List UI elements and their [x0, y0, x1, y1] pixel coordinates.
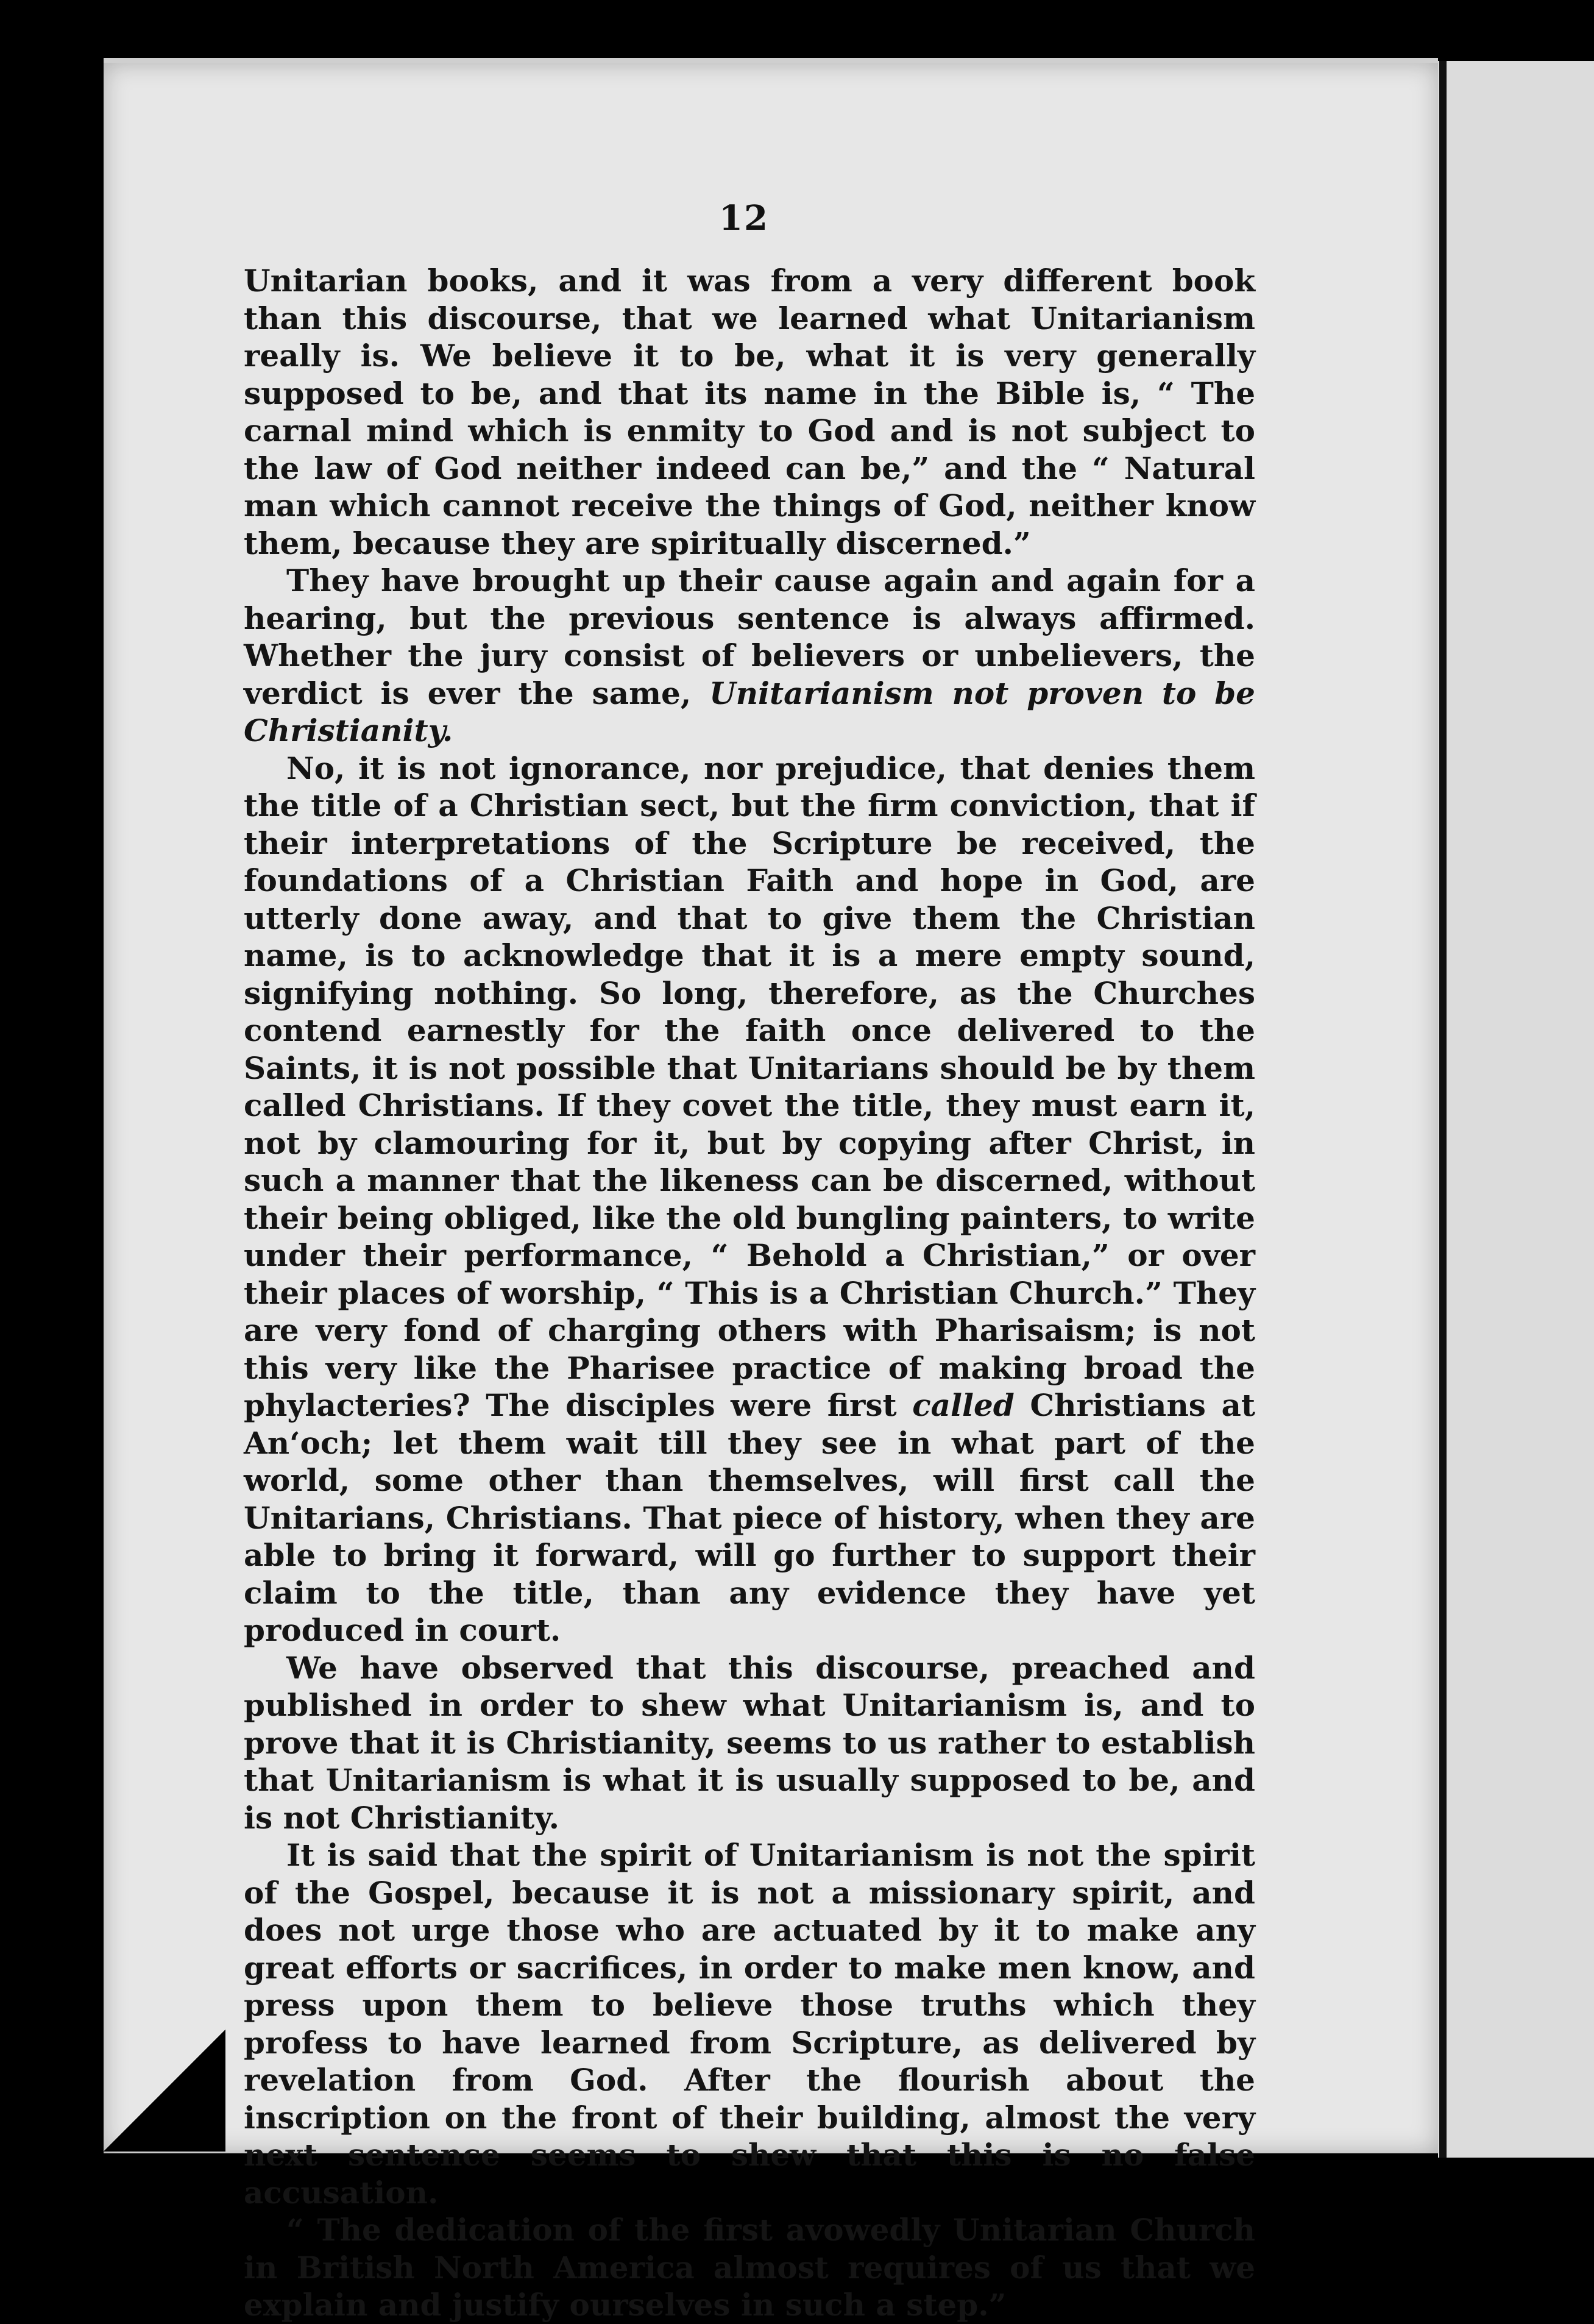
text-run: We have observed that this discourse, preached and published in order to shew what Unitarianism is, and to prove that it is Christianity, seems to us rather to establish that Unitarianism is what it is usually supposed to be, and is not Christianity. [244, 1649, 1255, 1836]
paragraph [244, 562, 1255, 750]
text-run: No, it is not ignorance, nor prejudice, that denies them the title of a Christian sect, but the firm conviction, that if their interpretations of the Scripture be received, the foundations of a Christian Faith and hope in God, are utterly done away, and that to give them the Christian name, is to acknowledge that it is a mere empty sound, signifying nothing. So long, therefore, as the Churches contend earnestly for the faith once delivered to the Saints, it is not possible that Unitarians should be by them called Christians. If they covet the title, they must earn it, not by clamouring for it, but by copying after Christ, in such a manner that the likeness can be discerned, without their being obliged, like the old bungling painters, to write under their performance, “ Behold a Christian,” or over their places of worship, “ This is a Christian Church.” They are very fond of charging others with Pharisaism; is not this very like the Pharisee practice of making broad the phylacteries? The disciples were first [244, 750, 1255, 1423]
paragraph [244, 750, 1255, 1649]
italic-text-run: Unitarianism not proven to be Christianity. [244, 675, 1255, 748]
italic-text-run: called [912, 1387, 1015, 1423]
text-run: “ The dedication of the first avowedly Unitarian Church in British North America almost requires of us that we explain and justify ourselves in such a step.” [244, 2212, 1255, 2323]
text-run: It is said that the spirit of Unitarianism is not the spirit of the Gospel, because it is not a missionary spirit, and does not urge those who are actuated by it to make any great efforts or sacrifices, in order to make men know, and press upon them to believe those truths which they profess to have learned from Scripture, as delivered by revelation from God. After the flourish about the inscription on the front of their building, almost the very next sentence seems to shew that this is no false accusation. [244, 1837, 1255, 2211]
text-run: They have brought up their cause again and again for a hearing, but the previous sentence is always affirmed. Whether the jury consist of believers or unbelievers, the verdict is ever the same, [244, 563, 1255, 711]
page-corner [104, 2030, 225, 2152]
facing-page-edge [1438, 61, 1594, 2158]
text-run: Christians at An‘och; let them wait till they see in what part of the world, some other than themselves, will first call the Unitarians, Christians. That piece of history, when they are able to bring it forward, will go further to support their claim to the title, than any evidence they have yet produced in court. [244, 1387, 1255, 1648]
page-number: 12 [719, 198, 769, 238]
paragraph [244, 1649, 1255, 1837]
body-text [244, 262, 1255, 2324]
paragraph [244, 262, 1255, 562]
binding-gutter [1439, 61, 1447, 2158]
paragraph [244, 1836, 1255, 2211]
text-run: Unitarian books, and it was from a very different book than this discourse, that we learned what Unitarianism really is. We believe it to be, what it is very generally supposed to be, and that its name in the Bible is, “ The carnal mind which is enmity to God and is not subject to the law of God neither indeed can be,” and the “ Natural man which cannot receive the things of God, neither know them, because they are spiritually discerned.” [244, 263, 1255, 561]
